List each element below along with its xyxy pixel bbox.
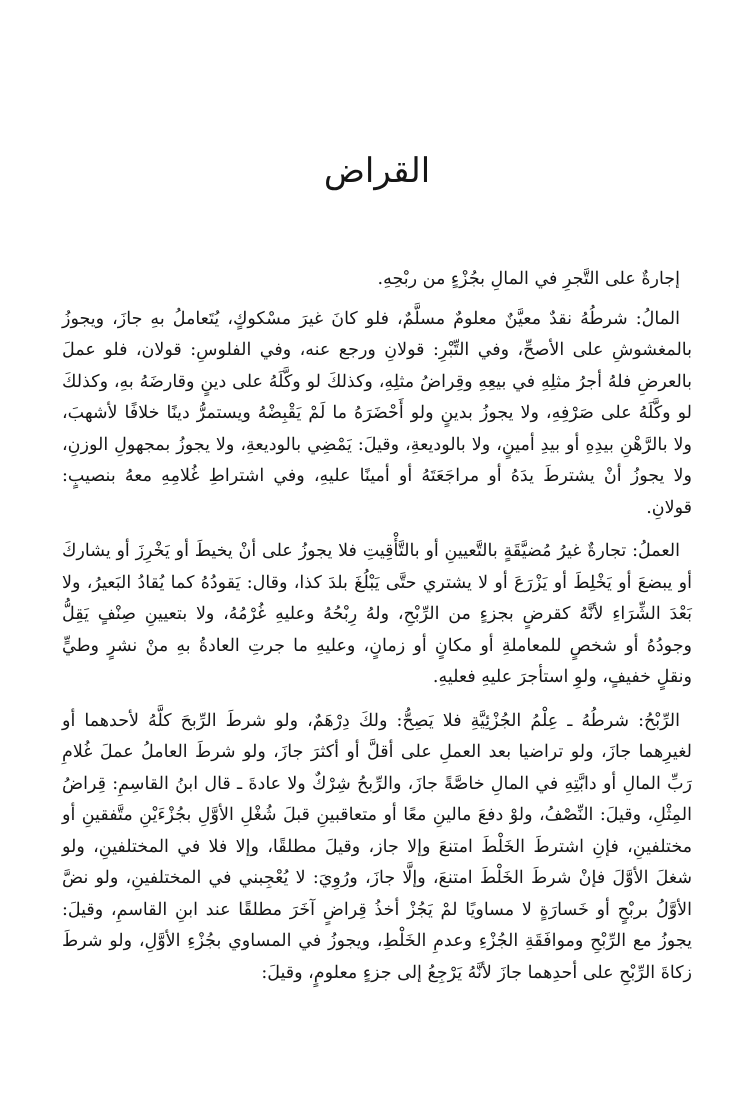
capital-paragraph: المالُ: شرطُهُ نقدٌ معيَّنٌ معلومٌ مسلَّمٌ، فلو كانَ غيرَ مسْكوكٍ، يُتَعاملُ بهِ جازَ، ويجوزُ بالمغشوشِ على الأصحِّ، وفي التِّبْرِ: قولانِ ورجع عنه، وفي الفلوسِ: قولان، فلو عملَ بالعرضِ فلهُ أجرُ مثلِهِ في بيعِهِ وقِراضُ مثلِهِ، وكذلكَ لو وكَّلَهُ على دينٍ وقارضَهُ بهِ، وكذلكَ لو وكَّلَهُ على صَرْفِهِ، ولا يجوزُ بدينٍ ولو أَحْضَرَهُ ما لَمْ يَقْبِضْهُ ويستمرُّ دينًا خلافًا لأشهبَ، ولا بالرَّهْنِ بيدِهِ أو بيدِ أمينٍ، ولا بالوديعةِ، وقيلَ: يَمْضِي بالوديعةِ، ولا يجوزُ بمجهولِ الوزنِ، ولا يجوزُ أنْ يشترطَ يدَهُ أو مراجَعَتَهُ أو أمينًا عليهِ، وفي اشتراطِ غُلامِهِ معهُ بنصيبٍ: قولانِ. (62, 308, 692, 518)
definition-paragraph: إجارةٌ على التَّجرِ في المالِ بجُزْءٍ من ربْحِهِ. (377, 269, 680, 289)
work-paragraph: العملُ: تجارةٌ غيرُ مُضيَّقَةٍ بالتَّعيينِ أو بالتَّأْقِيتِ فلا يجوزُ على أنْ يخيطَ أو يَخْرِزَ أو يشاركَ أو يبضعَ أو يَخْلِطَ أو يَزْرَعَ أو لا يشتري حتَّى يَبْلُغَ بلدَ كذا، وقال: يَقودُهُ كما يُقادُ البَعيرُ، ولا بَعْدَ الشِّرَاءِ لأنَّهُ كقرضٍ بجزءٍ من الرِّبْحِ، ولهُ رِبْحُهُ وعليهِ غُرْمُهُ، ولا بتعيينِ صِنْفٍ يَقِلُّ وجودُهُ أو شخصٍ للمعاملةِ أو مكانٍ أو زمانٍ، وعليهِ ما جرتِ العادةُ بهِ منْ نشرٍ وطيٍّ ونقلٍ خفيفٍ، ولوِ استأجرَ عليهِ فعليهِ. (62, 541, 692, 687)
chapter-body (62, 264, 692, 1001)
chapter-title: القراض (323, 151, 431, 191)
profit-paragraph: الرِّبْحُ: شرطُهُ ـ عِلْمُ الجُزْئِيَّةِ فلا يَصِحُّ: ولكَ دِرْهَمٌ، ولو شرطَ الرِّبحَ كلَّهُ لأحدهما أو لغيرِهما جازَ، ولو تراضيا بعد العملِ على أقلَّ أو أكثرَ جازَ، ولو شرطَ العاملُ عملَ غُلامِ رَبِّ المالِ أو دابَّتِهِ في المالِ خاصَّةً جازَ، والرِّبحُ شِرْكٌ ولا عادةَ ـ قال ابنُ القاسِمِ: قِراضُ المِثْلِ، وقيلَ: النِّصْفُ، ولوْ دفعَ مالينِ معًا أو متعاقبينِ قبلَ شُغْلِ الأوَّلِ بجُزْءَيْنِ متَّفقينِ أو مختلفينِ، فإنِ اشترطَ الخَلْطَ امتنعَ وإلا جاز، وقيلَ مطلقًا، وإلا فلا في المختلفينِ، ولو شغلَ الأوَّلَ فإنْ شرطَ الخَلْطَ امتنعَ، وإلَّا جازَ، ورُوِيَ: لا يُعْجِبني في المختلفينِ، ولو نضَّ الأوَّلُ بربْحٍ أو خَسارَةٍ لا مساويًا لمْ يَجُزْ أخذُ قِراضٍ آخَرَ مطلقًا عند ابنِ القاسمِ، وقيلَ: يجوزُ مع الرِّبْحِ وموافَقَةِ الجُزْءِ وعدمِ الخَلْطِ، ويجوزُ في المساوي بجُزْءِ الأوَّلِ، ولو شرطَ زكاةَ الرِّبْحِ على أحدِهما جازَ لأنَّهُ يَرْجِعُ إلى جزءٍ معلومٍ، وقيلَ: (62, 710, 692, 983)
book-page (62, 0, 692, 1097)
